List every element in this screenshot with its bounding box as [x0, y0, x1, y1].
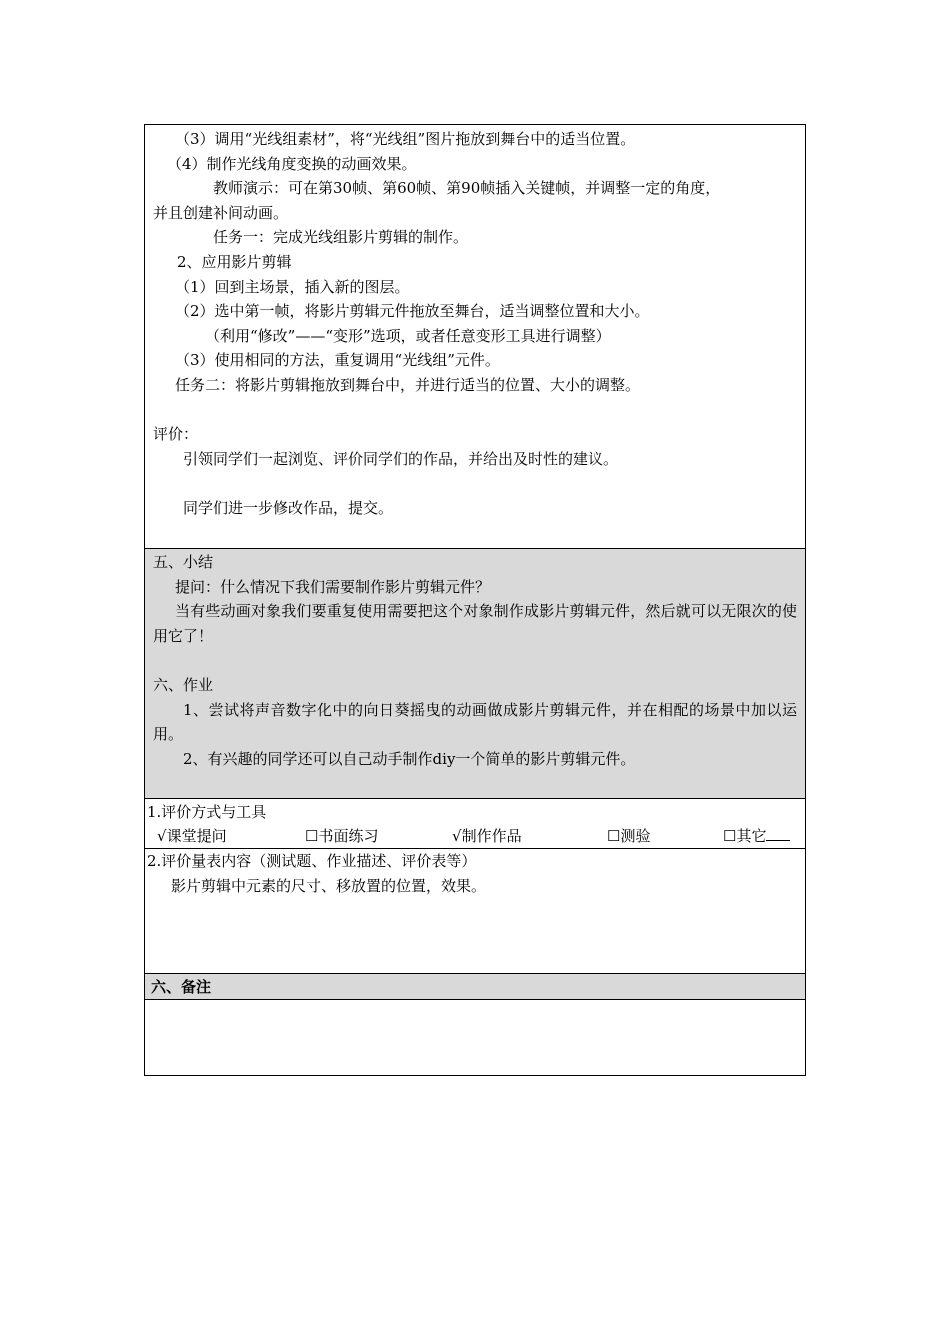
evaluation-methods-title: 1.评价方式与工具 — [147, 803, 267, 821]
step-4-line: （4）制作光线角度变换的动画效果。 — [167, 154, 417, 173]
task-1-line: 任务一：完成光线组影片剪辑的制作。 — [213, 228, 469, 247]
apply-step-3-line: （3）使用相同的方法，重复调用“光线组”元件。 — [175, 351, 500, 370]
checkbox-empty-icon: ☐ — [607, 827, 621, 845]
summary-homework-cell — [145, 549, 805, 799]
evaluation-revise-line: 同学们进一步修改作品，提交。 — [183, 498, 394, 517]
checkbox-empty-icon: ☐ — [305, 827, 319, 845]
lesson-plan-table — [144, 124, 806, 1076]
apply-step-2-note-line: （利用“修改”——“变形”选项，或者任意变形工具进行调整） — [205, 326, 611, 345]
homework-heading: 六、作业 — [153, 675, 214, 694]
summary-heading: 五、小结 — [153, 553, 214, 571]
evaluation-label: 评价： — [153, 425, 199, 444]
homework-item-2: 2、有兴趣的同学还可以自己动手制作diy一个简单的影片剪辑元件。 — [183, 749, 636, 768]
evaluation-methods-cell — [145, 799, 805, 849]
evaluation-scale-title: 2.评价量表内容（测试题、作业描述、评价表等） — [147, 852, 477, 870]
option-written-exercise: ☐书面练习 — [305, 827, 379, 845]
option-other: ☐其它 — [723, 824, 790, 848]
option-class-question: √课堂提问 — [157, 827, 227, 845]
notes-heading: 六、备注 — [151, 978, 212, 996]
teacher-demo-cont-line: 并且创建补间动画。 — [153, 203, 289, 222]
summary-answer: 当有些动画对象我们要重复使用需要把这个对象制作成影片剪辑元件，然后就可以无限次的使用它了！ — [153, 602, 797, 645]
homework-item-1: 1、尝试将声音数字化中的向日葵摇曳的动画做成影片剪辑元件，并在相配的场景中加以运用。 — [153, 700, 797, 744]
lesson-process-cell — [145, 125, 805, 549]
apply-step-1-line: （1）回到主场景，插入新的图层。 — [175, 277, 410, 296]
check-mark-icon: √ — [452, 827, 462, 845]
step-3-line: （3）调用“光线组素材”，将“光线组”图片拖放到舞台中的适当位置。 — [175, 130, 636, 148]
evaluation-scale-text: 影片剪辑中元素的尺寸、移放置的位置，效果。 — [171, 876, 487, 895]
evaluation-options — [145, 824, 805, 848]
evaluation-guide-line: 引领同学们一起浏览、评价同学们的作品，并给出及时性的建议。 — [183, 449, 619, 468]
other-blank-line — [766, 824, 790, 841]
summary-question: 提问：什么情况下我们需要制作影片剪辑元件？ — [175, 577, 491, 596]
option-make-work: √制作作品 — [452, 827, 522, 845]
evaluation-scale-cell — [145, 849, 805, 974]
checkbox-empty-icon: ☐ — [723, 827, 737, 845]
notes-content-cell — [145, 1000, 805, 1075]
task-2-line: 任务二：将影片剪辑拖放到舞台中，并进行适当的位置、大小的调整。 — [175, 375, 641, 394]
teacher-demo-line: 教师演示：可在第30帧、第60帧、第90帧插入关键帧，并调整一定的角度， — [213, 179, 721, 198]
check-mark-icon: √ — [157, 827, 167, 845]
apply-step-2-line: （2）选中第一帧，将影片剪辑元件拖放至舞台，适当调整位置和大小。 — [175, 302, 650, 321]
notes-heading-cell — [145, 974, 805, 1000]
option-quiz: ☐测验 — [607, 827, 651, 845]
section-2-heading: 2、应用影片剪辑 — [177, 252, 292, 271]
